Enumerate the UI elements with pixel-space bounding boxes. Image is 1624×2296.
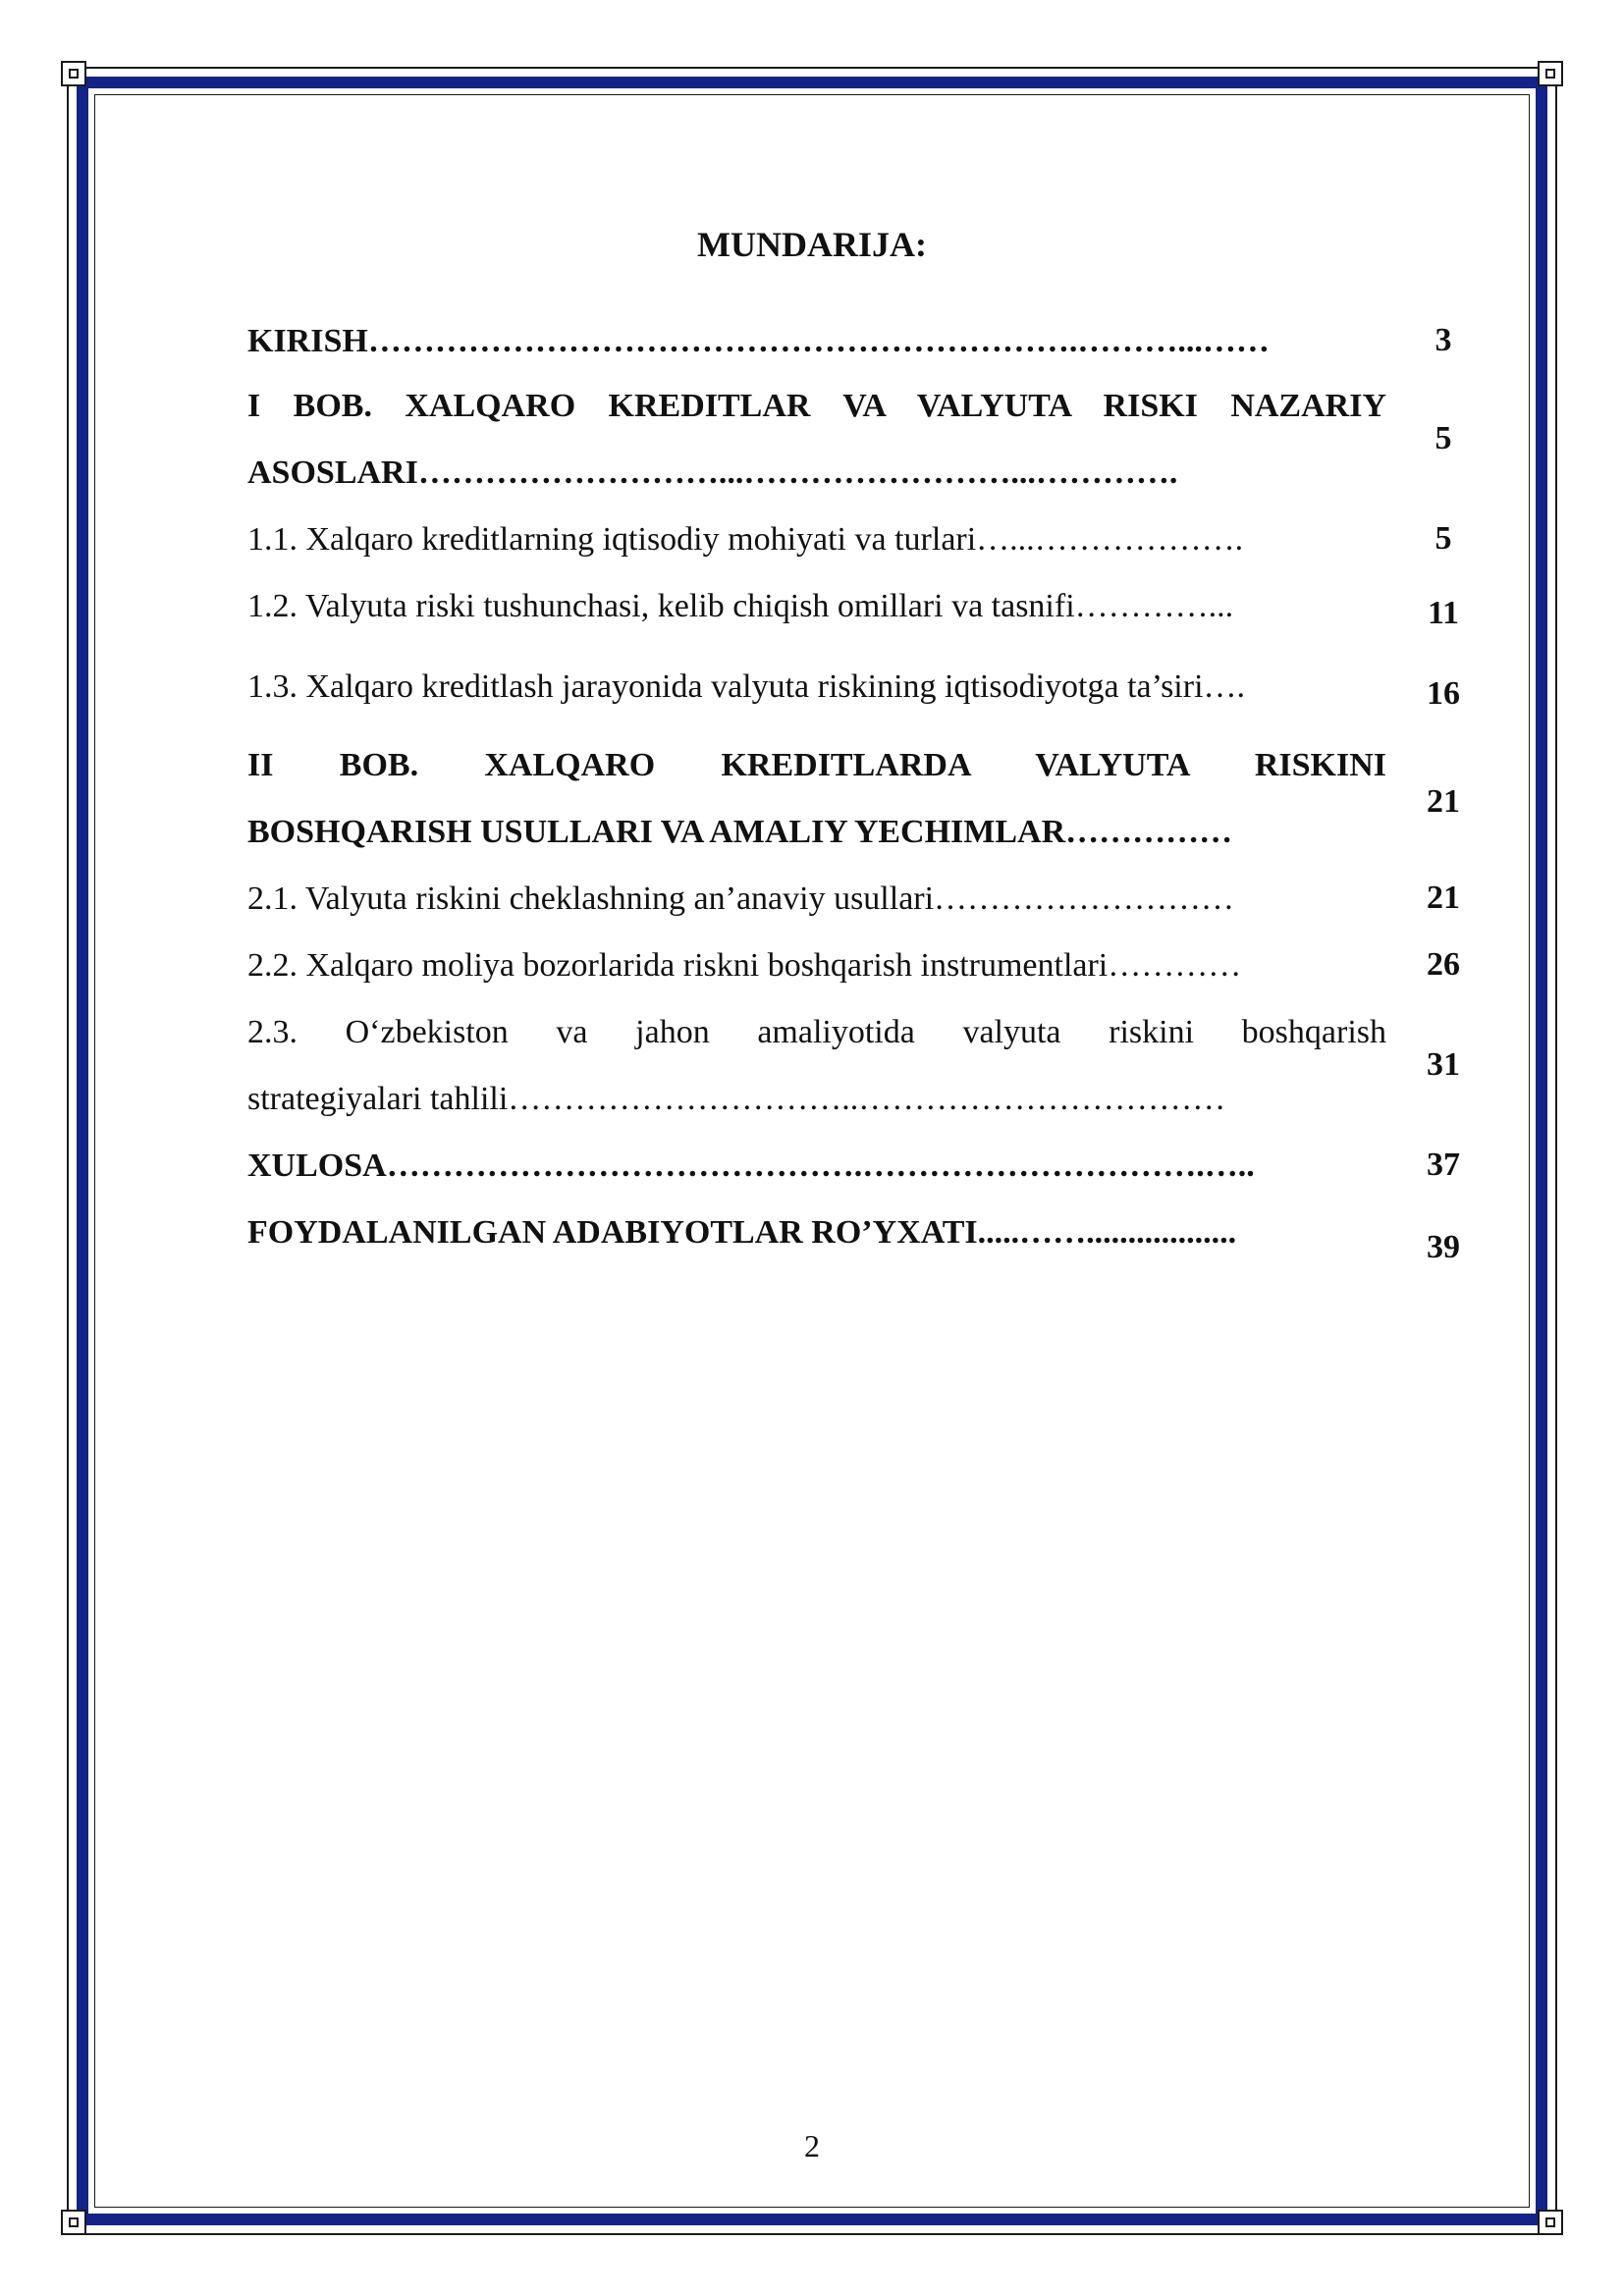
toc-entry-label: 1.1. Xalqaro kreditlarning iqtisodiy mohiyati va turlari…...………………. <box>247 521 1244 558</box>
toc-entry-label-line-2: strategiyalari tahlili…………………………..…………………………… <box>247 1081 1226 1117</box>
page-number-footer: 2 <box>804 2128 820 2163</box>
toc-page-number: 5 <box>1435 420 1452 456</box>
toc-page-number: 31 <box>1427 1046 1460 1083</box>
corner-ornament-bottom-left <box>61 2210 86 2235</box>
toc-title: MUNDARIJA: <box>697 225 927 264</box>
toc-page-number: 26 <box>1427 946 1460 983</box>
corner-ornament-bottom-right <box>1538 2210 1563 2235</box>
toc-page-number: 11 <box>1427 595 1460 631</box>
toc-page-number: 37 <box>1427 1147 1460 1183</box>
toc-entry-label: XULOSA…………………………………….………………………….….. <box>247 1148 1255 1184</box>
toc-entry-label: 2.1. Valyuta riskini cheklashning an’anaviy usullari……………………… <box>247 881 1235 917</box>
corner-ornament-top-left <box>61 61 86 86</box>
toc-entry-label: KIRISH……………………………………………………….………...…… <box>247 323 1270 359</box>
toc-entry-label-line-2: ASOSLARI………………………...……………………...…………. <box>247 454 1178 491</box>
toc-entry-label-line-1: 2.3. O‘zbekiston va jahon amaliyotida valyuta riskini boshqarish <box>247 1014 1386 1050</box>
corner-ornament-top-right <box>1538 61 1563 86</box>
toc-entry-label-line-2: BOSHQARISH USULLARI VA AMALIY YECHIMLAR…………… <box>247 814 1233 850</box>
toc-page-number: 16 <box>1427 675 1460 712</box>
toc-page-number: 39 <box>1427 1229 1460 1265</box>
toc-entry-label: FOYDALANILGAN ADABIYOTLAR RO’YXATI.....…….................. <box>247 1214 1237 1251</box>
toc-entry-label-line-1: I BOB. XALQARO KREDITLAR VA VALYUTA RISKI NAZARIY <box>247 388 1386 424</box>
toc-page-number: 21 <box>1427 783 1460 820</box>
toc-entry-label: 2.2. Xalqaro moliya bozorlarida riskni boshqarish instrumentlari………… <box>247 947 1242 984</box>
toc-entry-label-line-1: II BOB. XALQARO KREDITLARDA VALYUTA RISKINI <box>247 747 1386 783</box>
toc-entry-label: 1.3. Xalqaro kreditlash jarayonida valyuta riskining iqtisodiyotga ta’siri…. <box>247 668 1246 705</box>
toc-page-number: 3 <box>1435 322 1452 358</box>
toc-page-number: 5 <box>1435 520 1452 557</box>
toc-entry-label: 1.2. Valyuta riski tushunchasi, kelib chiqish omillari va tasnifi…………... <box>247 588 1234 624</box>
toc-page-number: 21 <box>1427 880 1460 916</box>
